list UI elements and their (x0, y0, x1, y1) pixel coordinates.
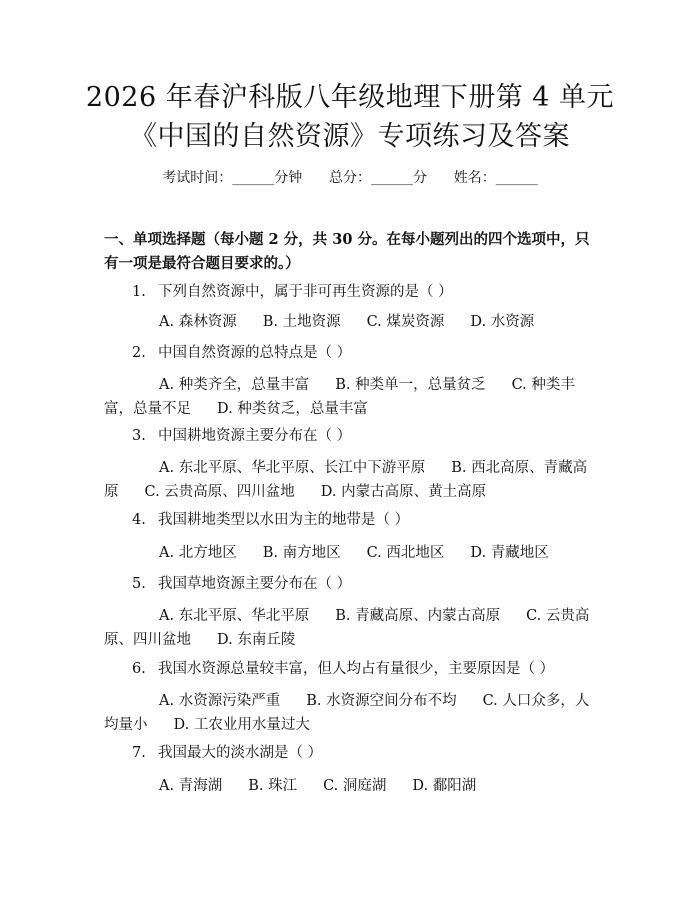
question-4 (132, 510, 409, 530)
option-b: B. 土地资源 (262, 314, 341, 330)
option-d: D. 鄱阳湖 (412, 778, 477, 794)
question-7 (132, 743, 322, 763)
options-2 (104, 373, 600, 421)
question-6 (132, 659, 554, 679)
question-1 (132, 282, 453, 302)
options-4 (159, 541, 549, 565)
option-d: D. 种类贫乏，总量丰富 (217, 401, 368, 417)
question-text: 我国水资源总量较丰富，但人均占有量很少，主要原因是（ ） (158, 661, 555, 677)
option-b: B. 南方地区 (262, 545, 341, 561)
option-d: D. 水资源 (470, 314, 535, 330)
option-a: A. 青海湖 (159, 778, 223, 794)
option-a: A. 种类齐全，总量丰富 (159, 377, 310, 393)
question-number: 3. (132, 428, 146, 444)
question-text: 我国最大的淡水湖是（ ） (158, 745, 323, 761)
option-a: A. 东北平原、华北平原 (159, 608, 310, 624)
question-text: 下列自然资源中，属于非可再生资源的是（ ） (158, 284, 453, 300)
question-text: 中国耕地资源主要分布在（ ） (158, 428, 352, 444)
option-c: C. 云贵高原、四川盆地 (144, 484, 295, 500)
question-number: 5. (132, 576, 146, 592)
question-number: 1. (132, 284, 146, 300)
option-c: C. 煤炭资源 (366, 314, 445, 330)
option-c: C. 种类丰富，总量不足 (104, 377, 575, 417)
option-a: A. 水资源污染严重 (159, 693, 281, 709)
question-2 (132, 343, 351, 363)
question-3 (132, 426, 351, 446)
option-c: C. 洞庭湖 (323, 778, 387, 794)
question-number: 2. (132, 345, 146, 361)
options-5 (104, 604, 600, 652)
question-number: 6. (132, 661, 146, 677)
option-b: B. 西北高原、青藏高原 (104, 460, 588, 500)
question-5 (132, 574, 351, 594)
option-b: B. 水资源空间分布不均 (306, 693, 457, 709)
option-d: D. 内蒙古高原、黄土高原 (320, 484, 487, 500)
page-title-line-1: 2026 年春沪科版八年级地理下册第 4 单元 (85, 82, 615, 113)
question-text: 我国草地资源主要分布在（ ） (158, 576, 352, 592)
option-a: A. 北方地区 (159, 545, 237, 561)
options-6 (104, 689, 600, 737)
option-d: D. 青藏地区 (470, 545, 549, 561)
option-c: C. 云贵高原、四川盆地 (104, 608, 590, 648)
option-c: C. 人口众多，人均量小 (104, 693, 590, 733)
options-7 (159, 774, 476, 798)
page-title-line-2: 《中国的自然资源》专项练习及答案 (130, 121, 570, 152)
section-heading: 一、单项选择题（每小题 2 分，共 30 分。在每小题列出的四个选项中，只有一项是最符合题目要求的。） (104, 231, 590, 272)
question-number: 4. (132, 512, 146, 528)
option-a: A. 森林资源 (159, 314, 237, 330)
option-a: A. 东北平原、华北平原、长江中下游平原 (159, 460, 426, 476)
question-text: 我国耕地类型以水田为主的地带是（ ） (158, 512, 410, 528)
exam-meta-line: 考试时间：______分钟 总分：______分 姓名：______ (162, 170, 538, 186)
option-d: D. 东南丘陵 (217, 632, 296, 648)
option-b: B. 青藏高原、内蒙古高原 (335, 608, 501, 624)
question-number: 7. (132, 745, 146, 761)
option-b: B. 种类单一，总量贫乏 (335, 377, 486, 393)
options-3 (104, 456, 600, 504)
option-c: C. 西北地区 (366, 545, 445, 561)
question-text: 中国自然资源的总特点是（ ） (158, 345, 352, 361)
option-d: D. 工农业用水量过大 (173, 717, 310, 733)
options-1 (159, 310, 534, 334)
option-b: B. 珠江 (248, 778, 298, 794)
